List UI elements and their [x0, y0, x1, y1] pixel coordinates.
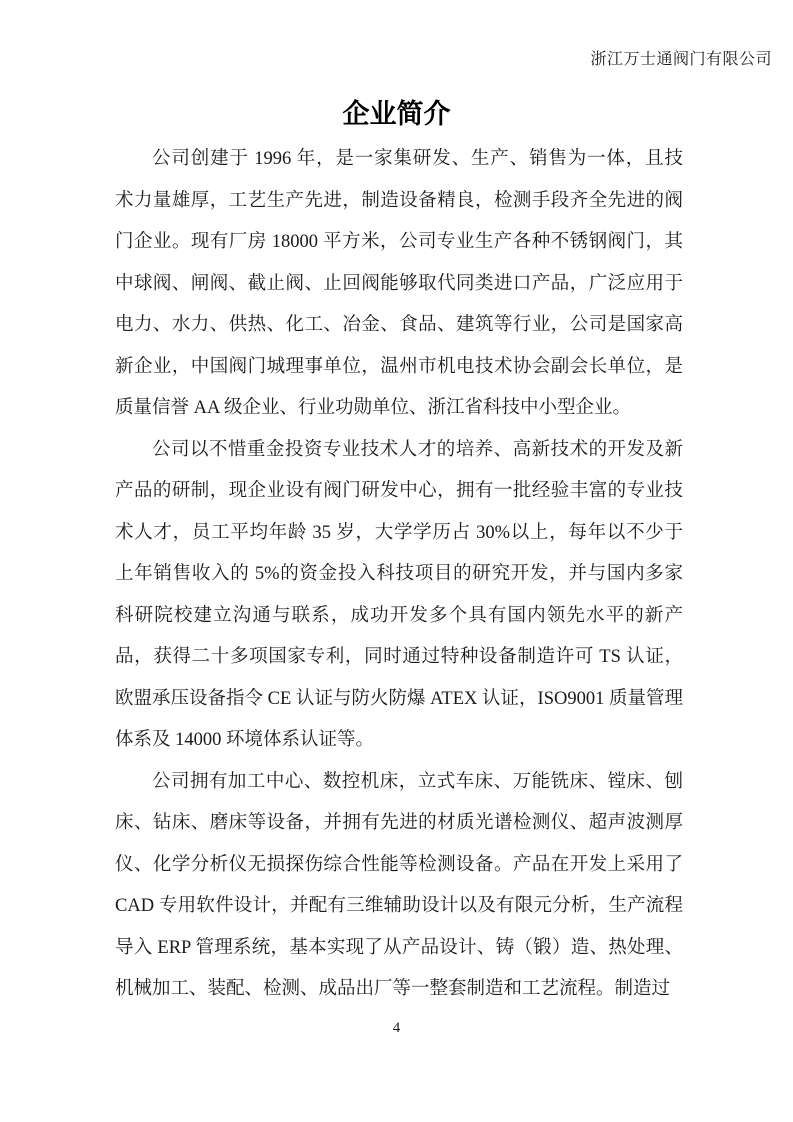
body-line: 公司拥有加工中心、数控机床，立式车床、万能铣床、镗床、刨 [152, 771, 683, 792]
paragraph-2 [115, 430, 683, 762]
body-line: 电力、水力、供热、化工、冶金、食品、建筑等行业，公司是国家高 [115, 315, 683, 335]
paragraph-3 [115, 762, 683, 1011]
body-line: 上年销售收入的 5%的资金投入科技项目的研究开发，并与国内多家 [115, 564, 683, 584]
body-line: 品，获得二十多项国家专利，同时通过特种设备制造许可 TS 认证， [115, 647, 683, 667]
body-line: 欧盟承压设备指令 CE 认证与防火防爆 ATEX 认证，ISO9001 质量管理 [115, 688, 683, 709]
page-number-value: 4 [392, 1020, 401, 1036]
body-line: 体系及 14000 环境体系认证等。 [115, 730, 375, 750]
body-line: 机械加工、装配、检测、成品出厂等一整套制造和工艺流程。制造过 [115, 979, 671, 999]
body-line: 公司创建于 1996 年，是一家集研发、生产、销售为一体，且技 [152, 149, 683, 169]
body-line: 质量信誉 AA 级企业、行业功勋单位、浙江省科技中小型企业。 [115, 398, 631, 418]
page-header-company: 浙江万士通阀门有限公司 [590, 51, 772, 68]
body-line: 公司以不惜重金投资专业技术人才的培养、高新技术的开发及新 [152, 439, 683, 460]
body-line: 中球阀、闸阀、截止阀、止回阀能够取代同类进口产品，广泛应用于 [115, 273, 683, 294]
document-body [115, 139, 683, 1011]
body-line: 科研院校建立沟通与联系，成功开发多个具有国内领先水平的新产 [115, 605, 683, 626]
body-line: CAD 专用软件设计，并配有三维辅助设计以及有限元分析，生产流程 [115, 896, 683, 916]
body-line: 术力量雄厚，工艺生产先进，制造设备精良，检测手段齐全先进的阀 [115, 190, 683, 211]
body-line: 床、钻床、磨床等设备，并拥有先进的材质光谱检测仪、超声波测厚 [115, 813, 683, 833]
body-line: 术人才，员工平均年龄 35 岁，大学学历占 30%以上，每年以不少于 [115, 522, 683, 543]
document-title: 企业简介 [342, 99, 451, 129]
page-number [0, 1018, 793, 1038]
body-line: 导入 ERP 管理系统，基本实现了从产品设计、铸（锻）造、热处理、 [115, 937, 683, 958]
body-line: 新企业，中国阀门城理事单位，温州市机电技术协会副会长单位，是 [115, 356, 683, 377]
body-line: 门企业。现有厂房 18000 平方米，公司专业生产各种不锈钢阀门，其 [115, 232, 683, 252]
paragraph-1 [115, 139, 683, 430]
body-line: 仪、化学分析仪无损探伤综合性能等检测设备。产品在开发上采用了 [115, 854, 683, 875]
body-line: 产品的研制，现企业设有阀门研发中心，拥有一批经验丰富的专业技 [115, 481, 683, 501]
